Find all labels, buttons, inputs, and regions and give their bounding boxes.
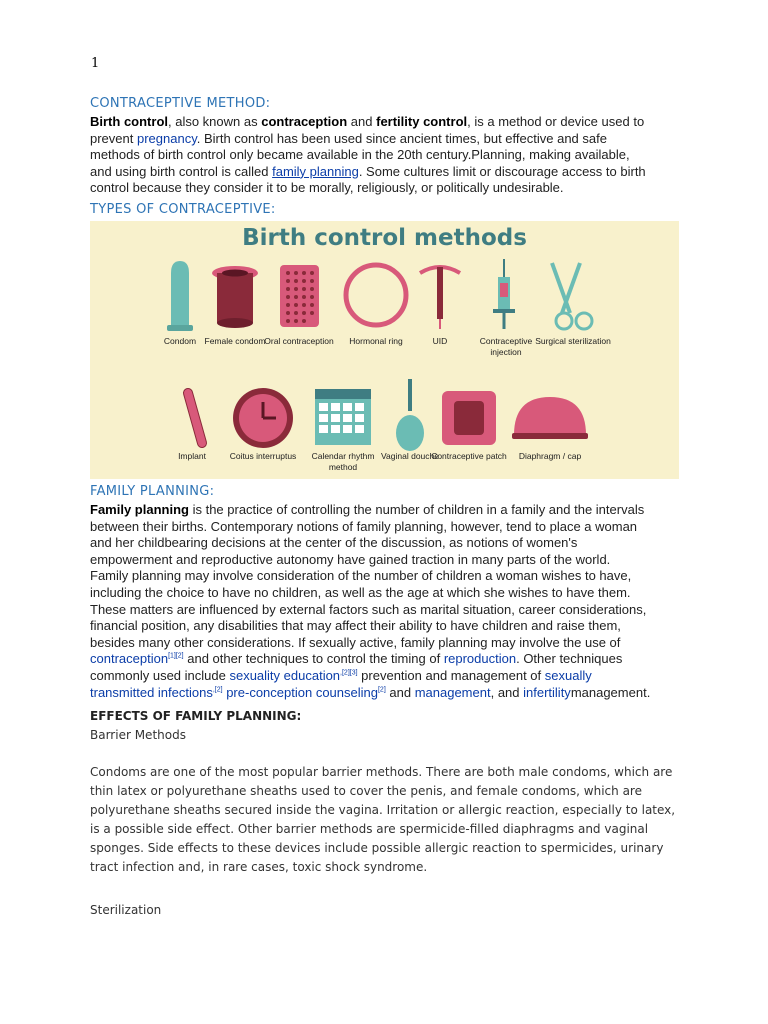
link-contraception[interactable]: contraception [90,651,169,667]
ref-4[interactable]: [2] [377,686,386,694]
douche-icon [396,379,424,451]
link-reproduction[interactable]: reproduction [443,651,517,667]
ref-3[interactable]: ,[2] [212,686,223,694]
link-sexuality-education[interactable]: sexuality education [229,667,341,683]
family-planning-paragraph: Family planning is the practice of controlling the number of children in a family and the intervals between their births. Contemporary notions of family planning, however, tend to place a woman and her childbearing decisions at the center of the discussion, as notions of women's empowerment and reproductive autonomy have gained traction in many parts of the world. Family planning may involve consideration of the number of children a woman wishes to have, including the choice to have no children, as well as the age at which she wishes to have them. These matters are influenced by external factors such as marital situation, career considerations, financial position, any disabilities that may affect their ability to have children and raise them, besides many other considerations. If sexually active, family planning may involve the use of contraception[1][2] and other techniques to control the timing of reproduction. Other techniques commonly used include sexuality education$^{,[2][3]}$ prevention and management of sexually transmitted infections$^{,[2]}$ pre-conception counseling[2] and management, and infertilitymanagement. [90,502,651,700]
types-of-contraceptive-heading: TYPES OF CONTRACEPTIVE: [90,202,276,217]
ref-2[interactable]: ,[2][3] [340,669,358,677]
caption-coitus-interruptus: Coitus interruptus [229,451,297,461]
caption-contraceptive-injection: Contraceptive injection [479,336,533,357]
figure-illustrations [90,221,679,479]
link-management[interactable]: management [414,684,491,700]
caption-diaphragm-cap: Diaphragm / cap [518,451,582,461]
intro-paragraph: Birth control, also known as contraception and fertility control, is a method or device used to prevent pregnancy. Birth control has been used since ancient times, but effective and safe methods of birth control only became available in the 20th century.Planning, making available, and using birth control is called family planning. Some cultures limit or discourage access to birth control because they consider it to be morally, religiously, or politically undesirable. [90,114,646,196]
caption-oral-contraception: Oral contraception [264,336,334,346]
patch-icon [442,391,496,445]
link-pre-conception-counseling[interactable]: pre-conception counseling [226,684,378,700]
caption-contraceptive-patch: Contraceptive patch [431,451,507,461]
caption-female-condom: Female condom [204,336,266,346]
link-sexually-transmitted-infections[interactable]: sexually transmitted infections [90,667,592,700]
female-condom-icon [212,266,258,328]
link-family-planning[interactable]: family planning [272,163,359,179]
term-family-planning: Family planning [90,502,189,517]
caption-hormonal-ring: Hormonal ring [349,336,403,346]
link-pregnancy[interactable]: pregnancy [136,130,197,146]
condom-icon [167,261,193,331]
clock-icon [233,388,293,448]
page-number: 1 [91,56,100,71]
scissors-icon [552,263,592,329]
caption-calendar-rhythm-method: Calendar rhythm method [311,451,375,472]
caption-implant: Implant [178,451,206,461]
implant-icon [188,393,202,443]
caption-surgical-sterilization: Surgical sterilization [535,336,611,346]
term-birth-control: Birth control [90,114,168,129]
sterilization-heading: Sterilization [90,903,162,917]
link-infertility[interactable]: infertility [523,684,571,700]
contraceptive-method-heading: CONTRACEPTIVE METHOD: [90,96,271,111]
barrier-methods-paragraph: Condoms are one of the most popular barrier methods. There are both male condoms, which are thin latex or polyurethane sheaths used to cover the penis, and female condoms, which are polyurethane sheaths secured inside the vagina. Irritation or allergic reaction, especially to latex, is a possible side effect. Other barrier methods are spermicide-filled diaphragms and vaginal sponges. Side effects to these devices include possible allergic reaction to spermicides, urinary tract infection and, in rare cases, toxic shock syndrome. [90,765,676,874]
hormonal-ring-icon [346,265,406,325]
caption-condom: Condom [163,336,197,346]
diaphragm-icon [512,397,588,439]
barrier-methods-heading: Barrier Methods [90,728,186,742]
family-planning-heading: FAMILY PLANNING: [90,484,215,499]
caption-vaginal-douche: Vaginal douche [381,451,439,461]
calendar-icon [315,389,371,445]
ref-1[interactable]: [1][2] [168,653,184,661]
pill-pack-icon [280,265,319,327]
effects-heading: EFFECTS OF FAMILY PLANNING: [90,709,302,723]
term-contraception: contraception [261,114,348,129]
iud-icon [420,267,460,329]
term-fertility-control: fertility control [376,114,468,129]
syringe-icon [493,259,515,329]
birth-control-methods-figure [90,221,679,479]
figure-title: Birth control methods [242,225,527,251]
caption-uid: UID [432,336,448,346]
